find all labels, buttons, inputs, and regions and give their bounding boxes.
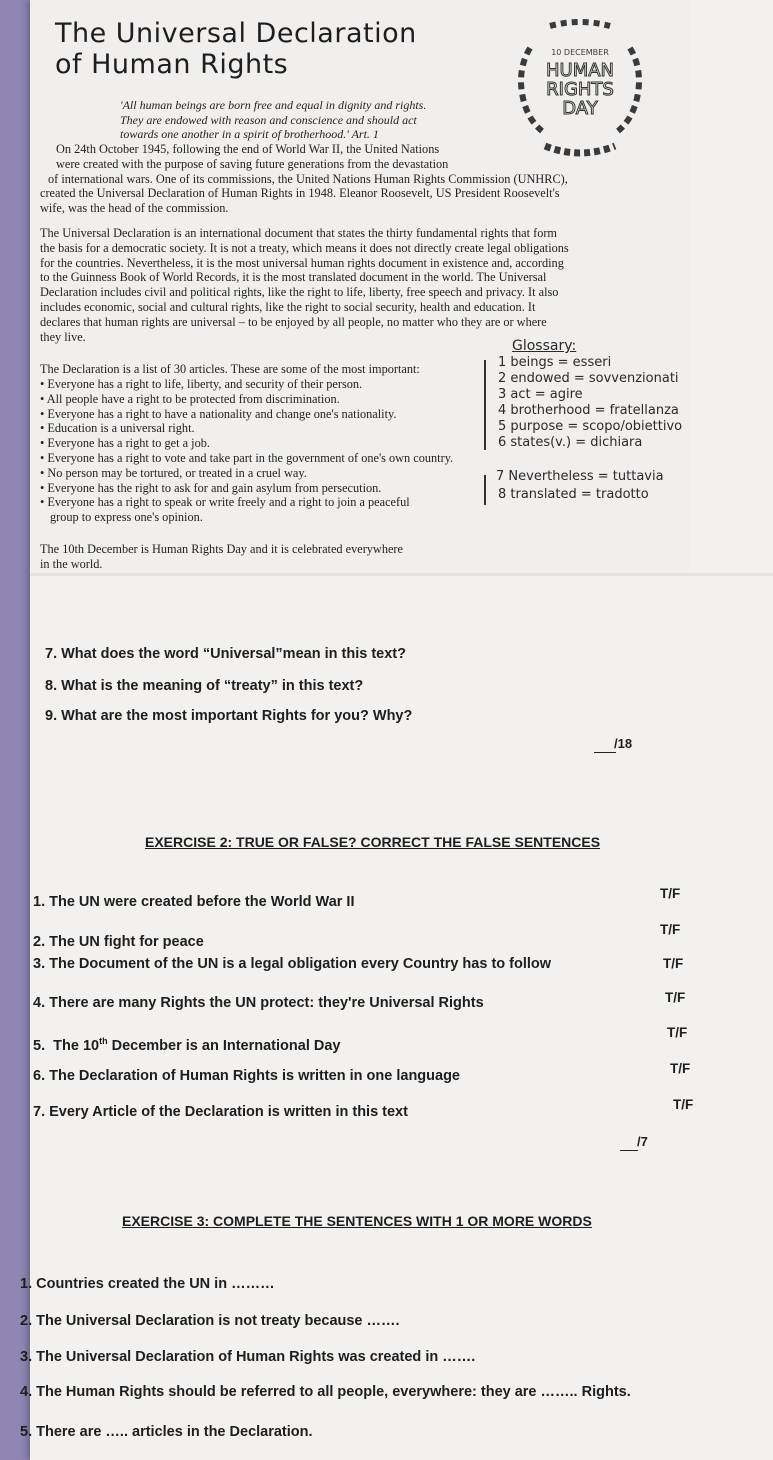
text-line: were created with the purpose of saving future generations from the devastation — [56, 156, 449, 171]
exercise-3-title: EXERCISE 3: COMPLETE THE SENTENCES WITH 1 OR MORE WORDS — [122, 1213, 592, 1229]
glossary-item: 5 purpose = scopo/obiettivo — [498, 419, 683, 434]
question-9: 9. What are the most important Rights for you? Why? — [45, 708, 413, 724]
paragraph-articles-intro: The Declaration is a list of 30 articles. These are some of the most important: — [40, 362, 420, 376]
text-line: of international wars. One of its commissions, the United Nations Human Rights Commission (UNHRC), — [48, 171, 568, 186]
glossary-item: 4 brotherhood = fratellanza — [498, 403, 679, 418]
badge-date: 10 DECEMBER — [551, 48, 609, 57]
exercise-3-item: 4. The Human Rights should be referred to all people, everywhere: they are …….. Rights. — [20, 1384, 631, 1400]
badge-line-2: RIGHTS — [546, 79, 614, 100]
list-item: • No person may be tortured, or treated in a cruel way. — [40, 466, 453, 481]
text-line: the basis for a democratic society. It is not a treaty, which means it does not directly create legal obligations — [40, 240, 569, 255]
exercise-2-item: 2. The UN fight for peace — [33, 934, 204, 950]
exercise-2-title: EXERCISE 2: TRUE OR FALSE? CORRECT THE FALSE SENTENCES — [145, 834, 601, 850]
title-line-1: The Universal Declaration — [55, 18, 417, 49]
true-false-choice[interactable]: T/F — [660, 886, 681, 901]
exercise-3-item: 5. There are ….. articles in the Declaration. — [20, 1424, 313, 1440]
glossary-divider — [484, 475, 486, 505]
question-8: 8. What is the meaning of “treaty” in this text? — [45, 678, 364, 694]
glossary-item: 6 states(v.) = dichiara — [498, 435, 643, 450]
human-rights-day-badge — [490, 18, 670, 158]
score-total: /18 — [614, 736, 633, 751]
text-line: in the world. — [40, 556, 103, 571]
true-false-choice[interactable]: T/F — [670, 1061, 691, 1076]
true-false-choice[interactable]: T/F — [673, 1097, 694, 1112]
list-item: • Everyone has a right to life, liberty, and security of their person. — [40, 377, 453, 392]
badge-line-1: HUMAN — [545, 60, 615, 81]
glossary-item: 1 beings = esseri — [498, 355, 612, 370]
quote-line: towards one another in a spirit of brotherhood.' Art. 1 — [120, 127, 379, 141]
text-line: wife, was the head of the commission. — [40, 201, 229, 216]
text-line: includes economic, social and cultural rights, like the right to social security, health and education. It — [40, 299, 536, 314]
text-line: The 10th December is Human Rights Day and it is celebrated everywhere — [40, 542, 403, 556]
rights-list — [40, 377, 453, 525]
section-divider — [30, 573, 773, 576]
exercise-3-item: 3. The Universal Declaration of Human Rights was created in ……. — [20, 1349, 476, 1365]
exercise-2-item: 3. The Document of the UN is a legal obligation every Country has to follow — [33, 956, 552, 972]
text-line: for the countries. Nevertheless, it is the most universal human rights document in existence and, according — [40, 255, 564, 270]
paragraph-declaration-description — [40, 226, 569, 344]
text-line: created the Universal Declaration of Human Rights in 1948. Eleanor Roosevelt, US President Roosevelt's — [40, 186, 560, 201]
page-title — [55, 18, 417, 80]
list-item: • All people have a right to be protected from discrimination. — [40, 392, 453, 407]
text-line: declares that human rights are universal – to be enjoyed by all people, no matter who they are or where — [40, 314, 547, 329]
exercise-3-item: 2. The Universal Declaration is not treaty because ……. — [20, 1313, 400, 1329]
glossary-item: 8 translated = tradotto — [498, 487, 649, 502]
article-1-quote — [120, 98, 490, 142]
text-line: to the Guinness Book of World Records, it is the most translated document in the world. The Universal — [40, 270, 547, 285]
exercise-2-item: 5. The 10th December is an International Day — [33, 1036, 341, 1054]
exercise-3-item: 1. Countries created the UN in ……… — [20, 1276, 275, 1292]
true-false-choice[interactable]: T/F — [660, 922, 681, 937]
score-blank — [620, 1150, 638, 1151]
list-item: • Everyone has a right to have a nationality and change one's nationality. — [40, 407, 453, 422]
question-7: 7. What does the word “Universal”mean in this text? — [45, 646, 406, 662]
paragraph-human-rights-day — [40, 542, 403, 572]
list-item: • Everyone has a right to speak or write freely and a right to join a peaceful — [40, 495, 453, 510]
quote-line: They are endowed with reason and conscience and should act — [120, 112, 417, 127]
exercise-2-item: 7. Every Article of the Declaration is written in this text — [33, 1104, 408, 1120]
glossary-item: 7 Nevertheless = tuttavia — [496, 469, 664, 484]
true-false-choice[interactable]: T/F — [665, 990, 686, 1005]
glossary-divider — [484, 360, 486, 450]
true-false-choice[interactable]: T/F — [663, 956, 684, 971]
exercise-2-score: /7 — [637, 1134, 648, 1149]
true-false-choice[interactable]: T/F — [667, 1025, 688, 1040]
title-line-2: of Human Rights — [55, 49, 289, 80]
badge-line-3: DAY — [562, 98, 598, 119]
glossary-item: 2 endowed = sovvenzionati — [498, 371, 679, 386]
list-item: • Everyone has a right to get a job. — [40, 436, 453, 451]
glossary-title: Glossary: — [512, 338, 577, 354]
exercise-2-item: 6. The Declaration of Human Rights is written in one language — [33, 1068, 460, 1084]
text-line: Declaration includes civil and political rights, like the right to life, liberty, free speech and privacy. It also — [40, 285, 559, 300]
score-blank — [594, 752, 616, 753]
quote-line: 'All human beings are born free and equal in dignity and rights. — [120, 98, 427, 112]
exercise-2-item: 4. There are many Rights the UN protect: they're Universal Rights — [33, 995, 484, 1011]
exercise-2-item: 1. The UN were created before the World War II — [33, 894, 355, 910]
text-line: The Universal Declaration is an international document that states the thirty fundamental rights that form — [40, 226, 557, 240]
list-item: group to express one's opinion. — [50, 510, 203, 525]
glossary-item: 3 act = agire — [498, 387, 583, 402]
list-item: • Everyone has the right to ask for and gain asylum from persecution. — [40, 481, 453, 496]
list-item: • Education is a universal right. — [40, 421, 453, 436]
list-item: • Everyone has a right to vote and take part in the government of one's own country. — [40, 451, 453, 466]
paragraph-un-history — [40, 142, 568, 216]
text-line: On 24th October 1945, following the end of World War II, the United Nations — [56, 142, 440, 156]
text-line: they live. — [40, 329, 86, 344]
